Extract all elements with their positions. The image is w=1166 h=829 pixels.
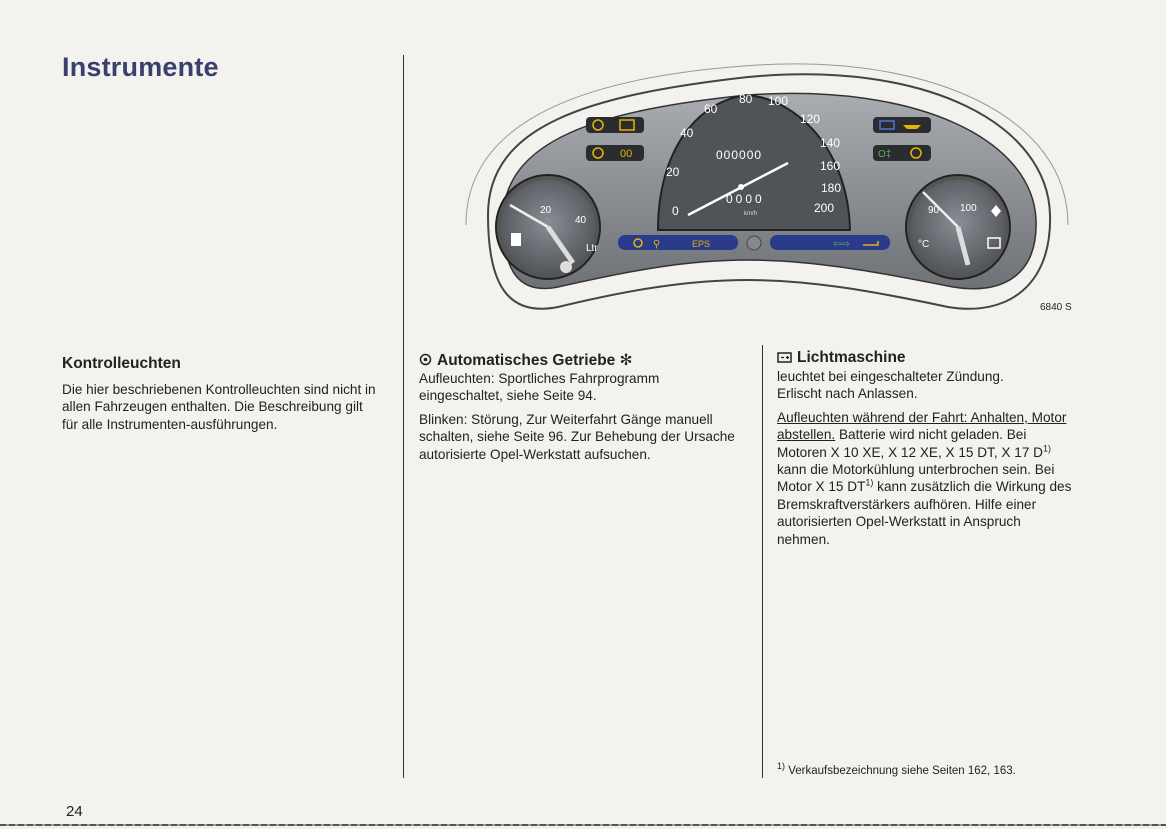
glow-plug-icon: 00	[620, 148, 633, 160]
fuel-pump-icon	[511, 233, 521, 246]
temperature-gauge	[906, 175, 1010, 279]
speed-label-20: 20	[666, 165, 680, 179]
fuel-label-20: 20	[540, 205, 552, 216]
footnote	[777, 761, 1016, 777]
left-paragraph: Die hier beschriebenen Kontrolleuchten sind nicht in allen Fahrzeugen enthalten. Die Beschreibung gilt für alle Instrumenten-ausführungen.	[62, 382, 376, 432]
temp-label-90: 90	[928, 205, 940, 216]
right-p2-rest2: kann die Motorkühlung unterbrochen sein. Bei Motor X 15 DT	[777, 462, 1055, 495]
right-p2-rest1: Batterie wird nicht geladen. Bei Motoren X 10 XE, X 12 XE, X 15 DT, X 17 D	[777, 427, 1043, 460]
seatbelt-icon: ⚲	[653, 239, 661, 250]
temp-unit: °C	[918, 239, 930, 250]
footnote-mark: 1)	[777, 761, 786, 772]
speed-label-0: 0	[672, 204, 679, 218]
middle-p1-line1: Aufleuchten: Sportliches Fahrprogramm	[419, 371, 660, 386]
bottom-rule	[0, 824, 1166, 826]
temp-label-100: 100	[960, 203, 977, 214]
page-title: Instrumente	[62, 52, 219, 82]
speed-label-100: 100	[768, 94, 789, 108]
footnote-ref-2: 1)	[865, 477, 874, 488]
right-p1-line1: leuchtet bei eingeschalteter Zündung.	[777, 369, 1004, 384]
eps-label: EPS	[692, 239, 711, 249]
middle-heading: Automatisches Getriebe	[437, 352, 616, 369]
left-heading: Kontrolleuchten	[62, 355, 181, 372]
speed-label-160: 160	[820, 159, 841, 173]
middle-heading-suffix: ✻	[619, 352, 633, 369]
middle-heading-wrap	[419, 351, 633, 371]
middle-text	[419, 370, 741, 469]
figure-code: 6840 S	[1040, 302, 1072, 313]
trip-odometer: 0000	[726, 192, 765, 206]
right-p2-rest3: kann zusätzlich die Wirkung des Bremskraftverstärkers aufhören. Hilfe einer autorisierten Opel-Werkstatt in Anspruch nehmen.	[777, 479, 1072, 547]
right-heading-wrap	[777, 349, 906, 368]
fuel-unit: Ltr	[586, 243, 598, 254]
instrument-cluster-figure	[448, 55, 1070, 345]
right-p2-underlined: Aufleuchten während der Fahrt: Anhalten, Motor abstellen.	[777, 409, 1067, 443]
middle-p1-line2: eingeschaltet, siehe Seite 94.	[419, 388, 597, 404]
right-text	[777, 368, 1077, 554]
footnote-ref-1: 1)	[1042, 443, 1051, 454]
speed-label-60: 60	[704, 102, 718, 116]
column-divider-2	[762, 345, 763, 778]
speed-label-120: 120	[800, 112, 821, 126]
indicator-bar	[618, 235, 890, 250]
speed-label-140: 140	[820, 136, 841, 150]
speed-label-40: 40	[680, 126, 694, 140]
speed-label-180: 180	[821, 181, 842, 195]
right-heading: Lichtmaschine	[797, 349, 906, 366]
speed-label-200: 200	[814, 201, 835, 215]
right-p1-line2: Erlischt nach Anlassen.	[777, 386, 918, 402]
battery-icon	[777, 350, 792, 368]
speed-unit: km/h	[744, 211, 758, 217]
fog-light-icon: O‡	[878, 149, 892, 160]
footnote-text: Verkaufsbezeichnung siehe Seiten 162, 163.	[788, 765, 1016, 777]
middle-p2: Blinken: Störung, Zur Weiterfahrt Gänge manuell schalten, siehe Seite 96. Zur Behebung der Ursache autorisierte Opel-Werkstatt aufsuchen.	[419, 411, 735, 462]
fuel-gauge	[496, 175, 600, 279]
fuel-label-40: 40	[575, 215, 587, 226]
page-number: 24	[66, 803, 83, 820]
speed-label-80: 80	[739, 92, 753, 106]
transmission-icon	[419, 353, 432, 371]
column-divider-1	[403, 55, 404, 778]
odometer: 000000	[716, 148, 763, 162]
turn-signal-icon: ⇦⇨	[833, 239, 850, 250]
